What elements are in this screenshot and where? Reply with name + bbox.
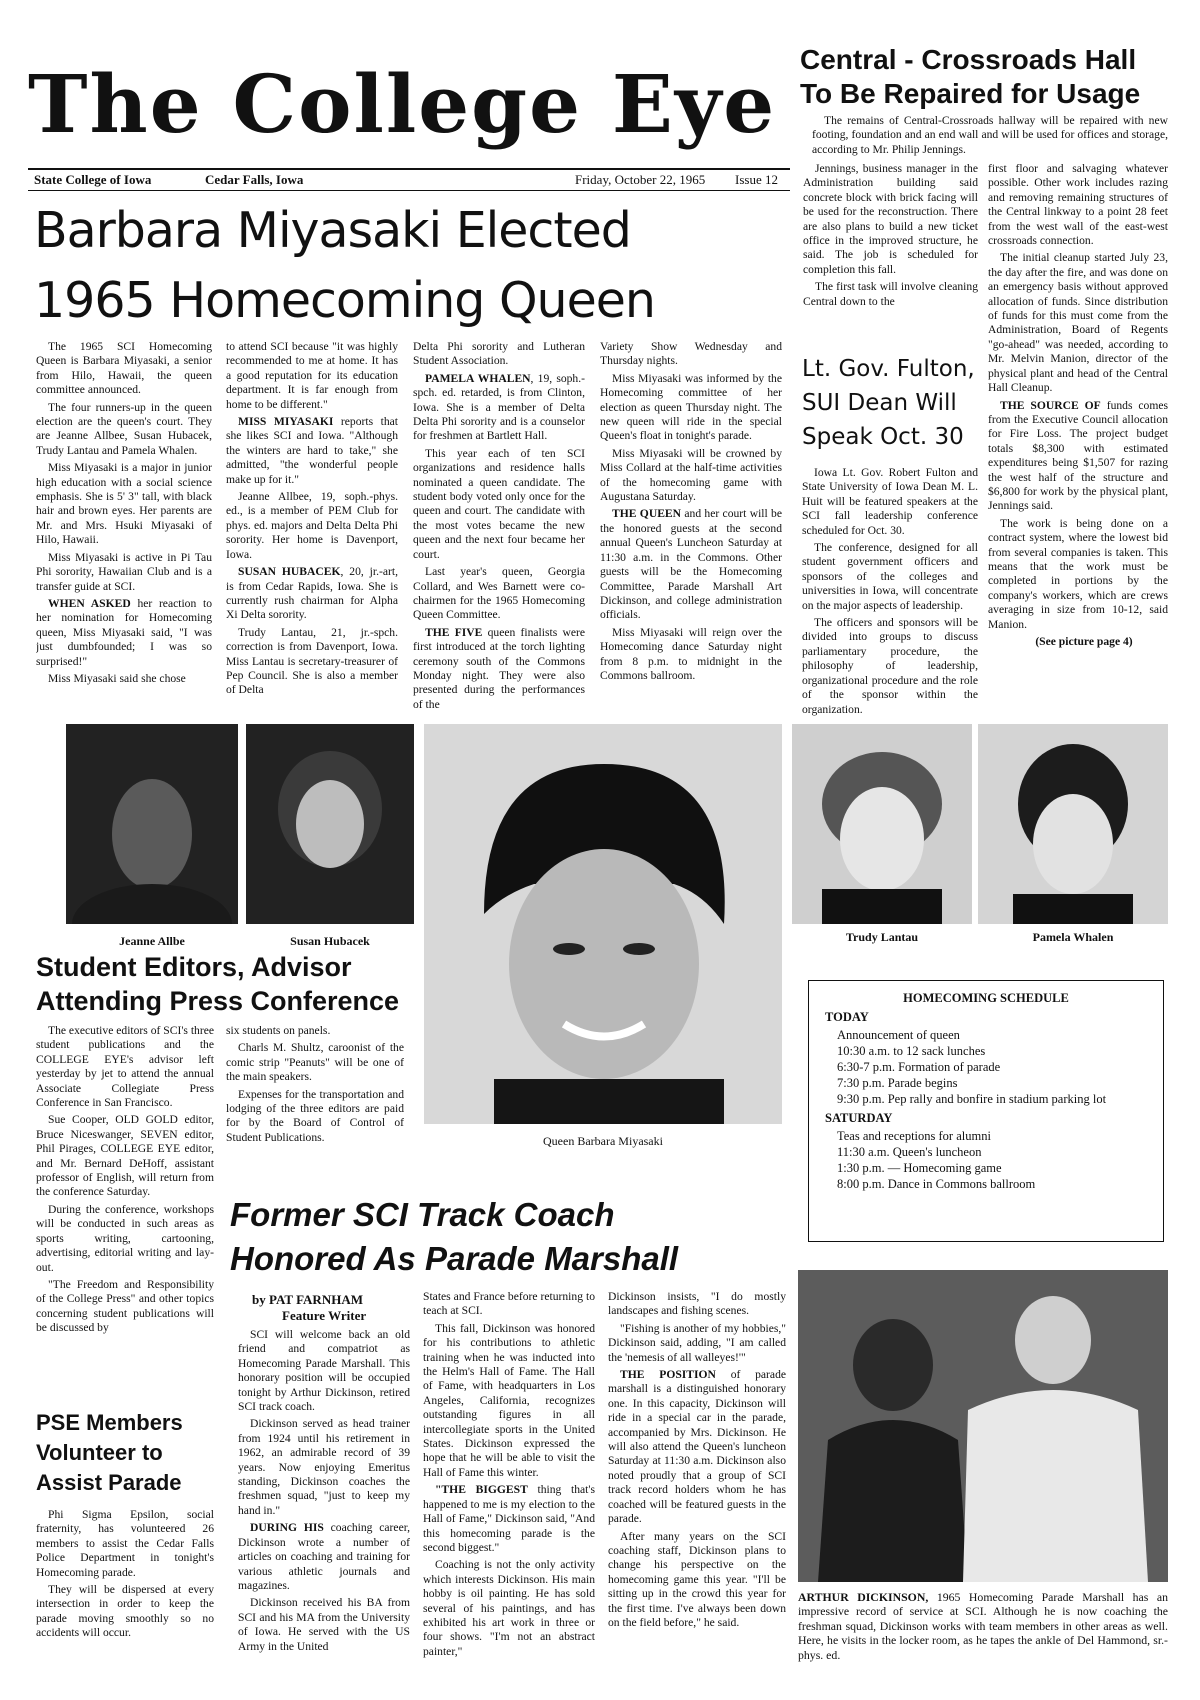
coach-paragraph: Dickinson insists, "I do mostly landscapes and fishing scenes. (608, 1290, 786, 1318)
coach-paragraph: After many years on the SCI coaching staff, Dickinson plans to change his perspective on the homecoming game this year. "I'll be sitting up in the crowd this year for the first time. I've always been down on the field before," he said. (608, 1529, 786, 1629)
coach-col-3 (608, 1290, 786, 1668)
editors-col-1 (36, 1024, 214, 1408)
queen-paragraph: queen finalists were first introduced at the torch lighting ceremony south of the Commons Monday night. They were also presented during the performances of the (413, 625, 585, 711)
queen-col-4 (600, 340, 782, 712)
queen-paragraph: Miss Miyasaki is a major in junior high education with a social science emphasis. She is 5' 3" tall, with black hair and brown eyes. Her parents are Mr. and Mrs. Hsuki Miyasaki of Hilo, Hawaii. (36, 461, 212, 547)
coach-paragraph: Coaching is not the only activity which interests Dickinson. His main hobby is oil painting. He has sold several of his paintings, and has exhibited his art work in three or four shows. "I'm not an abstract painter," (423, 1558, 595, 1658)
queen-paragraph: The four runners-up in the queen election are the queen's court. They are Jeanne Allbee, Susan Hubacek, Trudy Lantau and Pamela Whalen. (36, 400, 212, 457)
coach-col-2 (423, 1290, 595, 1668)
queen-paragraph: and her court will be the honored guests at the second annual Queen's Luncheon Saturday at 11:30 a.m. in the Commons. Other guests will be the Homecoming Committee, Parade Marshall Art Dickinson, and college administration officials. (600, 507, 782, 622)
pse-headline-1: PSE Members (36, 1410, 183, 1435)
fulton-paragraph: Iowa Lt. Gov. Robert Fulton and State University of Iowa Dean M. L. Huit will be featured speakers at the SCI fall leadership conference scheduled for Oct. 30. (802, 466, 978, 537)
editors-paragraph: six students on panels. (226, 1024, 331, 1037)
editors-paragraph: Sue Cooper, OLD GOLD editor, Bruce Niceswanger, SEVEN editor, Phil Pirages, COLLEGE EYE editor, and Mr. Bernard DeHoff, assistant professor of English, will return from the conference Saturday. (36, 1113, 214, 1199)
central-paragraph: first floor and salvaging whatever possible. Other work includes razing and removing remaining structures of the Central linkway to a point 28 feet from the west wall of the east-west crossroads connection. (988, 162, 1168, 248)
editors-paragraph: "The Freedom and Responsibility of the College Press" and other topics concerning student publications will be discussed by (36, 1277, 214, 1335)
central-paragraph: The work is being done on a contract system, where the lowest bid from several companies is taken. This means that the work must be completed in portions by the company's workers, which are crews averaging in size from 10-12, said Manion. (988, 516, 1168, 631)
editors-headline-1: Student Editors, Advisor (36, 952, 352, 982)
schedule-item: 8:00 p.m. Dance in Commons ballroom (837, 1177, 1036, 1191)
coach-byline: by PAT FARNHAM (252, 1292, 363, 1307)
coach-paragraph: thing that's happened to me is my election to the Hall of Fame," Dickinson said, "And this homecoming parade is the second biggest." (423, 1483, 595, 1554)
editors-paragraph: Charls M. Shultz, caroonist of the comic strip "Peanuts" will be one of the main speakers. (226, 1041, 404, 1084)
coach-lead: THE POSITION (620, 1368, 716, 1382)
queen-paragraph: Trudy Lantau, 21, jr.-spch. correction is from Davenport, Iowa. Miss Lantau is secretary-treasurer of Pep Council. She is also a member of Delta (226, 625, 398, 697)
dickinson-caption-lead: ARTHUR DICKINSON, (798, 1590, 929, 1604)
central-intro (812, 114, 1168, 160)
coach-headline-2: Honored As Parade Marshall (230, 1240, 679, 1277)
photo-queen-barbara-miyasaki (424, 724, 782, 1124)
queen-paragraph: Miss Miyasaki said she chose (48, 671, 186, 685)
central-paragraph: Jennings, business manager in the Administration building said concrete block with brick facing will be used for the reconstruction. There are also plans to build a new ticket office in the improved structure, he said. The job is scheduled for completion this fall. (803, 162, 978, 276)
queen-lead: THE FIVE (425, 625, 483, 639)
central-paragraph: The remains of Central-Crossroads hallway will be repaired with new footing, foundation and an end wall and will be used for offices and storage, according to Mr. Philip Jennings. (812, 114, 1168, 156)
queen-lead: SUSAN HUBACEK (238, 565, 341, 579)
queen-col-2 (226, 340, 398, 712)
homecoming-schedule-box (808, 980, 1164, 1242)
queen-paragraph: Delta Phi sorority and Lutheran Student Association. (413, 340, 585, 368)
fulton-paragraph: The conference, designed for all student government officers and sponsors of the colleges and universities in Iowa, will concentrate on the major aspects of leadership. (802, 541, 978, 612)
coach-paragraph: States and France before returning to teach at SCI. (423, 1290, 595, 1318)
photo-pamela-whalen (978, 724, 1168, 924)
schedule-title: HOMECOMING SCHEDULE (903, 991, 1069, 1005)
queen-paragraph: Miss Miyasaki will reign over the Homecoming dance Saturday night from 8 p.m. to midnight in the Commons ballroom. (600, 625, 782, 682)
queen-lead: MISS MIYASAKI (238, 415, 334, 429)
central-lead: THE SOURCE OF (1000, 398, 1101, 412)
coach-byline-title: Feature Writer (282, 1308, 367, 1323)
queen-paragraph: The 1965 SCI Homecoming Queen is Barbara Miyasaki, a senior from Hilo, Hawaii, the queen committee announced. (36, 340, 212, 397)
queen-lead: THE QUEEN (612, 507, 682, 521)
schedule-today-label: TODAY (825, 1010, 869, 1024)
dickinson-photo-caption (798, 1590, 1168, 1690)
coach-lead: "THE BIGGEST (435, 1483, 528, 1497)
caption-jeanne: Jeanne Allbe (119, 934, 185, 948)
masthead-school: State College of Iowa (34, 172, 152, 187)
queen-lead: PAMELA WHALEN (425, 371, 531, 385)
coach-headline-1: Former SCI Track Coach (230, 1196, 615, 1233)
pse-col (36, 1508, 214, 1668)
queen-paragraph: , 20, jr.-art, is from Cedar Rapids, Iowa. She is currently rush chairman for Alpha Xi Delta sorority. (226, 565, 398, 622)
central-headline-2: To Be Repaired for Usage (800, 78, 1141, 109)
pse-paragraph: They will be dispersed at every intersection in order to keep the parade moving smoothly so no accidents will occur. (36, 1583, 214, 1640)
photo-trudy-lantau (792, 724, 972, 924)
masthead-rule-bottom (28, 190, 790, 191)
caption-pamela: Pamela Whalen (1032, 930, 1114, 944)
coach-lead: DURING HIS (250, 1521, 324, 1535)
queen-paragraph: , 19, soph.-spch. ed. retarded, is from Clinton, Iowa. She is a member of Delta Delta Phi sorority and is a counselor for freshmen at Bartlett Hall. (413, 371, 585, 443)
queen-paragraph: her reaction to her nomination for Homecoming queen, Miss Miyasaki said, "I was just dumbfounded; I was so surprised!" (36, 596, 212, 668)
queen-paragraph: This year each of ten SCI organizations and residence halls nominated a queen candidate. The student body voted only once for the queen and court. The candidate with the most votes became the new queen and the next four became her court. (413, 446, 585, 561)
central-col-2 (988, 162, 1168, 722)
queen-paragraph: Miss Miyasaki will be crowned by Miss Collard at the half-time activities of the homecoming game with Augustana Saturday. (600, 446, 782, 504)
central-col-1 (803, 162, 978, 320)
editors-headline-2: Attending Press Conference (36, 986, 400, 1016)
queen-paragraph: to attend SCI because "it was highly recommended to me at home. It has a good reputation for its education department. It is far enough from home to be different." (226, 340, 398, 411)
editors-col-2 (226, 1024, 404, 1184)
fulton-col (802, 466, 978, 716)
queen-headline-1: Barbara Miyasaki Elected (34, 202, 631, 259)
coach-paragraph: Dickinson served as head trainer from 1924 until his retirement in 1962, an admirable record of 39 years. Now enjoying Emeritus standing, Dickinson coaches the freshmen squad, "just to keep my hand in." (238, 1417, 410, 1517)
central-headline-1: Central - Crossroads Hall (800, 44, 1137, 75)
schedule-item: 1:30 p.m. — Homecoming game (837, 1161, 1002, 1175)
masthead-rule (28, 168, 790, 170)
pse-headline-2: Volunteer to (36, 1440, 163, 1465)
editors-paragraph: Expenses for the transportation and lodging of the three editors are paid for by the Board of Control of Student Publications. (226, 1087, 404, 1144)
central-paragraph: The first task will involve cleaning Central down to the (803, 280, 978, 308)
caption-trudy: Trudy Lantau (845, 930, 919, 944)
fulton-headline-3: Speak Oct. 30 (802, 424, 964, 450)
schedule-saturday-label: SATURDAY (825, 1111, 893, 1125)
central-see-picture: (See picture page 4) (1035, 635, 1133, 648)
schedule-item: 11:30 a.m. Queen's luncheon (837, 1145, 982, 1159)
queen-paragraph: Variety Show Wednesday and Thursday nights. (600, 340, 782, 368)
queen-lead: WHEN ASKED (48, 596, 131, 610)
masthead-date: Friday, October 22, 1965 (575, 172, 706, 187)
masthead-city: Cedar Falls, Iowa (205, 172, 304, 187)
photo-susan-hubacek (246, 724, 414, 924)
photo-arthur-dickinson (798, 1270, 1168, 1582)
queen-headline-2: 1965 Homecoming Queen (34, 272, 655, 329)
queen-paragraph: Jeanne Allbee, 19, soph.-phys. ed., is a member of PEM Club for phys. ed. majors and Delta Delta Phi sorority. Her home is Davenport, Iowa. (226, 490, 398, 561)
queen-paragraph: Miss Miyasaki is active in Pi Tau Phi sorority, Hawaiian Club and is a transfer guide at SCI. (36, 550, 212, 593)
schedule-item: 9:30 p.m. Pep rally and bonfire in stadium parking lot (837, 1092, 1107, 1106)
schedule-item: 7:30 p.m. Parade begins (837, 1076, 958, 1090)
schedule-item: Teas and receptions for alumni (837, 1129, 991, 1143)
coach-paragraph: coaching career, Dickinson wrote a number of articles on coaching and training for various athletic journals and magazines. (238, 1521, 410, 1592)
coach-paragraph: Dickinson received his BA from SCI and his MA from the University of Iowa. He served with the US Army in the United (238, 1596, 410, 1653)
masthead-issue: Issue 12 (735, 172, 778, 187)
photo-jeanne-allbee (66, 724, 238, 924)
queen-paragraph: Last year's queen, Georgia Collard, and Wes Barnett were co-chairmen for the 1965 Homecoming Queen Committee. (413, 565, 585, 622)
pse-paragraph: Phi Sigma Epsilon, social fraternity, has volunteered 26 members to assist the Cedar Falls Police Department in tonight's Homecoming parade. (36, 1508, 214, 1579)
pse-headline-3: Assist Parade (36, 1470, 182, 1495)
coach-paragraph: SCI will welcome back an old friend and compatriot as Homecoming Parade Marshall. This honorary position will be occupied tonight by Arthur Dickinson, retired SCI track coach. (238, 1328, 410, 1414)
coach-paragraph: of parade marshall is a distinguished honorary one. In this capacity, Dickinson will ride in a special car in the parade, accompanied by Mrs. Dickinson. He will also attend the Queen's luncheon Saturday at 11:30 a.m. Dickinson also noted proudly that a group of SCI track record holders whom he has coached will be featured guests in the parade. (608, 1368, 786, 1526)
coach-paragraph: This fall, Dickinson was honored for his contributions to athletic training when he was inducted into the Helm's Hall of Fame. The Hall of Fame, with headquarters in Los Angeles, California, recognizes outstanding figures in all intercollegiate sports in the United States. Dickinson expressed the hope that he will be able to visit the Hall of Fame this winter. (423, 1321, 595, 1479)
queen-paragraph: Miss Miyasaki was informed by the Homecoming committee of her election as queen Thursday night. The new queen will ride in the special Queen's float in tonight's parade. (600, 371, 782, 443)
coach-col-1 (238, 1328, 410, 1668)
central-paragraph: The initial cleanup started July 23, the day after the fire, and was done on an emergency basis without approved allocation of funds. Since distribution of funds for this must come from the Administration, Board of Regents "go-ahead" was needed, according to Mr. Melvin Manion, director of the physical plant and head of the Central Hall Cleanup. (988, 251, 1168, 395)
central-paragraph: funds comes from the Executive Council allocation for Fire Loss. The project budget totals $8,300 with estimated expenditures being $1,507 for razing the west half of the structure and $6,800 for work by the physical plant, Jennings said. (988, 398, 1168, 513)
queen-col-3 (413, 340, 585, 712)
coach-paragraph: "Fishing is another of my hobbies," Dickinson said, adding, "I am called the 'nemesis of all walleyes!'" (608, 1321, 786, 1364)
schedule-item: 6:30-7 p.m. Formation of parade (837, 1060, 1001, 1074)
caption-queen: Queen Barbara Miyasaki (543, 1134, 663, 1148)
editors-paragraph: During the conference, workshops will be conducted in such areas as sports writing, cartooning, advertising, editorial writing and lay-out. (36, 1202, 214, 1274)
caption-susan: Susan Hubacek (290, 934, 370, 948)
fulton-headline-1: Lt. Gov. Fulton, (802, 356, 975, 382)
masthead-title: The College Eye (28, 57, 777, 151)
fulton-headline-2: SUI Dean Will (802, 390, 957, 416)
queen-paragraph: reports that she likes SCI and Iowa. "Although the winters are hard to take," she admitted, "the wonderful people make up for it." (226, 415, 398, 486)
dickinson-caption-text: 1965 Homecoming Parade Marshall has an impressive record of service at SCI. Although he is now coaching the freshman squad, Dickinson works with team members in other areas as well. Here, he visits in the locker room, as he tapes the ankle of Del Hammond, sr.-phys. ed. (798, 1590, 1168, 1662)
schedule-item: Announcement of queen (837, 1028, 960, 1042)
fulton-paragraph: The officers and sponsors will be divided into groups to discuss parliamentary procedure, the philosophy of leadership, organizational procedure and the role of the sponsor within the organization. (802, 616, 978, 716)
schedule-item: 10:30 a.m. to 12 sack lunches (837, 1044, 986, 1058)
editors-paragraph: The executive editors of SCI's three student publications and the COLLEGE EYE's advisor left yesterday by jet to attend the annual Associate Collegiate Press Conference in San Francisco. (36, 1024, 214, 1110)
queen-col-1 (36, 340, 212, 712)
